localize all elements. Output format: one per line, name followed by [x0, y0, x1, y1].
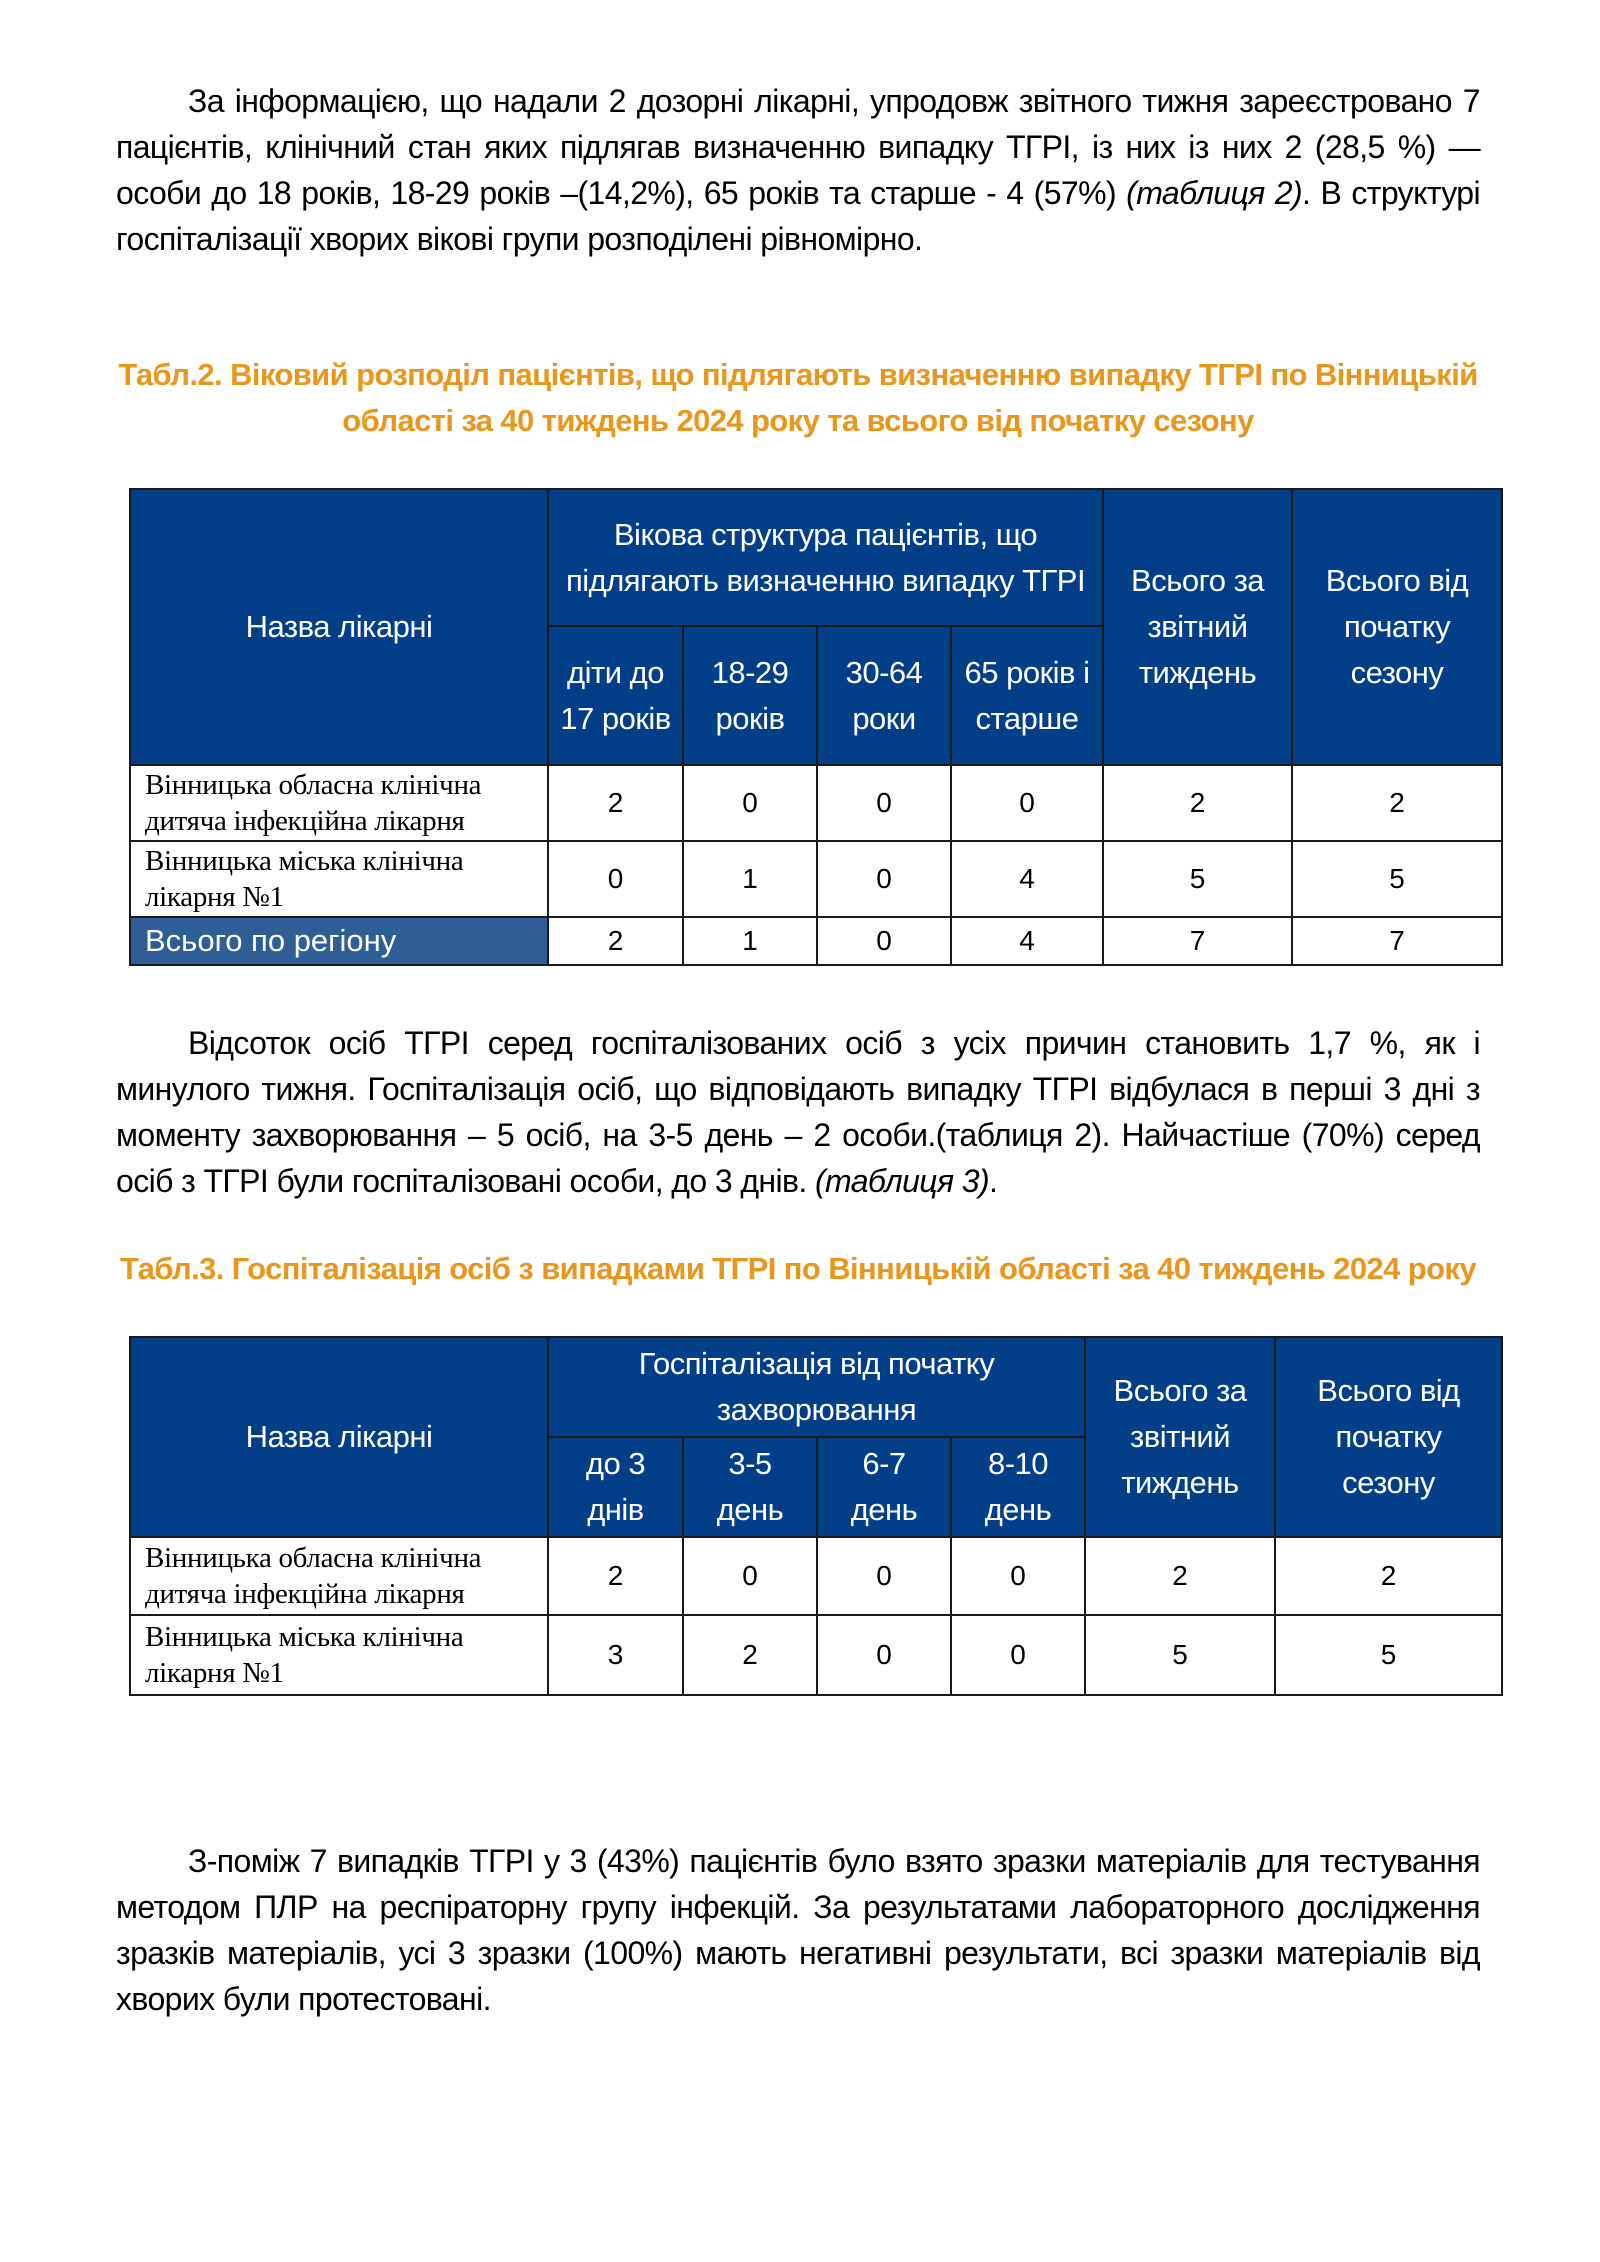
header-hospital-name: Назва лікарні [130, 489, 548, 765]
table2-caption: Табл.2. Віковий розподіл пацієнтів, що підлягають визначенню випадку ТГРІ по Вінницькій області за 40 тиждень 2024 року та всього від початку сезону [118, 357, 1478, 438]
hospital-name: Вінницька обласна клінічна дитяча інфекційна лікарня [130, 765, 548, 841]
cell-value: 7 [1103, 917, 1292, 965]
header-days-6-7: 6-7 день [817, 1437, 951, 1537]
cell-value: 4 [951, 841, 1103, 917]
header-age-children: діти до 17 років [548, 626, 683, 765]
cell-value: 2 [548, 765, 683, 841]
header-hospitalization-onset: Госпіталізація від початку захворювання [548, 1337, 1085, 1437]
paragraph-intro [116, 78, 1480, 262]
header-days-under-3: до 3 днів [548, 1437, 683, 1537]
cell-value: 2 [1103, 765, 1292, 841]
cell-value: 2 [1292, 765, 1502, 841]
table-reference: (таблиця 3) [814, 1163, 989, 1199]
cell-value: 0 [817, 765, 951, 841]
region-total-label: Всього по регіону [130, 917, 548, 965]
paragraph-hospitalization [116, 1020, 1480, 1204]
paragraph-text: . [989, 1163, 998, 1199]
hospital-name: Вінницька міська клінічна лікарня №1 [130, 841, 548, 917]
table-row [130, 841, 1502, 917]
paragraph-lab-results [116, 1838, 1480, 2022]
header-season-total: Всього від початку сезону [1275, 1337, 1502, 1537]
cell-value: 0 [951, 1615, 1085, 1695]
hospital-name: Вінницька обласна клінічна дитяча інфекційна лікарня [130, 1537, 548, 1615]
cell-value: 0 [951, 765, 1103, 841]
cell-value: 7 [1292, 917, 1502, 965]
cell-value: 2 [1085, 1537, 1275, 1615]
table-reference: (таблиця 2) [1126, 175, 1303, 211]
cell-value: 5 [1103, 841, 1292, 917]
header-week-total: Всього за звітний тиждень [1103, 489, 1292, 765]
cell-value: 2 [548, 1537, 683, 1615]
cell-value: 0 [817, 1615, 951, 1695]
cell-value: 0 [683, 1537, 817, 1615]
header-age-65-plus: 65 років і старше [951, 626, 1103, 765]
table2-age-distribution [129, 488, 1503, 966]
header-days-8-10: 8-10 день [951, 1437, 1085, 1537]
header-age-structure: Вікова структура пацієнтів, що підлягають визначенню випадку ТГРІ [548, 489, 1103, 626]
paragraph-text: Відсоток осіб ТГРІ серед госпіталізованих осіб з усіх причин становить 1,7 %, як і минулого тижня. Госпіталізація осіб, що відповідають випадку ТГРІ відбулася в перші 3 дні з моменту захворювання – 5 осіб, на 3-5 день – 2 особи.(таблиця 2). Найчастіше (70%) серед осіб з ТГРІ були госпіталізовані особи, до 3 днів. [116, 1025, 1480, 1199]
header-week-total: Всього за звітний тиждень [1085, 1337, 1275, 1537]
hospital-name: Вінницька міська клінічна лікарня №1 [130, 1615, 548, 1695]
table3-hospitalization [129, 1336, 1503, 1696]
cell-value: 5 [1292, 841, 1502, 917]
table-row [130, 1615, 1502, 1695]
cell-value: 1 [683, 917, 817, 965]
cell-value: 0 [817, 1537, 951, 1615]
paragraph-text: За інформацією, що надали 2 дозорні лікарні, упродовж звітного тижня зареєстровано 7 пацієнтів, клінічний стан яких підлягав визначенню випадку ТГРІ, із них із них 2 (28,5 %) — особи до 18 років, 18-29 років –(14,2%), 65 років та старше - 4 (57%) [116, 83, 1480, 211]
header-hospital-name: Назва лікарні [130, 1337, 548, 1537]
cell-value: 2 [683, 1615, 817, 1695]
cell-value: 0 [683, 765, 817, 841]
cell-value: 0 [817, 841, 951, 917]
cell-value: 0 [548, 841, 683, 917]
header-season-total: Всього від початку сезону [1292, 489, 1502, 765]
cell-value: 2 [1275, 1537, 1502, 1615]
table3-caption: Табл.3. Госпіталізація осіб з випадками ТГРІ по Вінницькій області за 40 тиждень 2024 року [120, 1251, 1476, 1286]
cell-value: 4 [951, 917, 1103, 965]
paragraph-text: З-поміж 7 випадків ТГРІ у 3 (43%) пацієнтів було взято зразки матеріалів для тестування методом ПЛР на респіраторну групу інфекцій. За результатами лабораторного дослідження зразків матеріалів, усі 3 зразки (100%) мають негативні результати, всі зразки матеріалів від хворих були протестовані. [116, 1843, 1480, 2017]
header-age-18-29: 18-29 років [683, 626, 817, 765]
header-age-30-64: 30-64 роки [817, 626, 951, 765]
cell-value: 5 [1275, 1615, 1502, 1695]
cell-value: 1 [683, 841, 817, 917]
table-row [130, 765, 1502, 841]
paragraph-text: . В структурі госпіталізації хворих вікові групи розподілені рівномірно. [116, 175, 1480, 257]
cell-value: 2 [548, 917, 683, 965]
table-row [130, 1537, 1502, 1615]
cell-value: 0 [951, 1537, 1085, 1615]
cell-value: 5 [1085, 1615, 1275, 1695]
cell-value: 0 [817, 917, 951, 965]
cell-value: 3 [548, 1615, 683, 1695]
table-total-row [130, 917, 1502, 965]
header-days-3-5: 3-5 день [683, 1437, 817, 1537]
